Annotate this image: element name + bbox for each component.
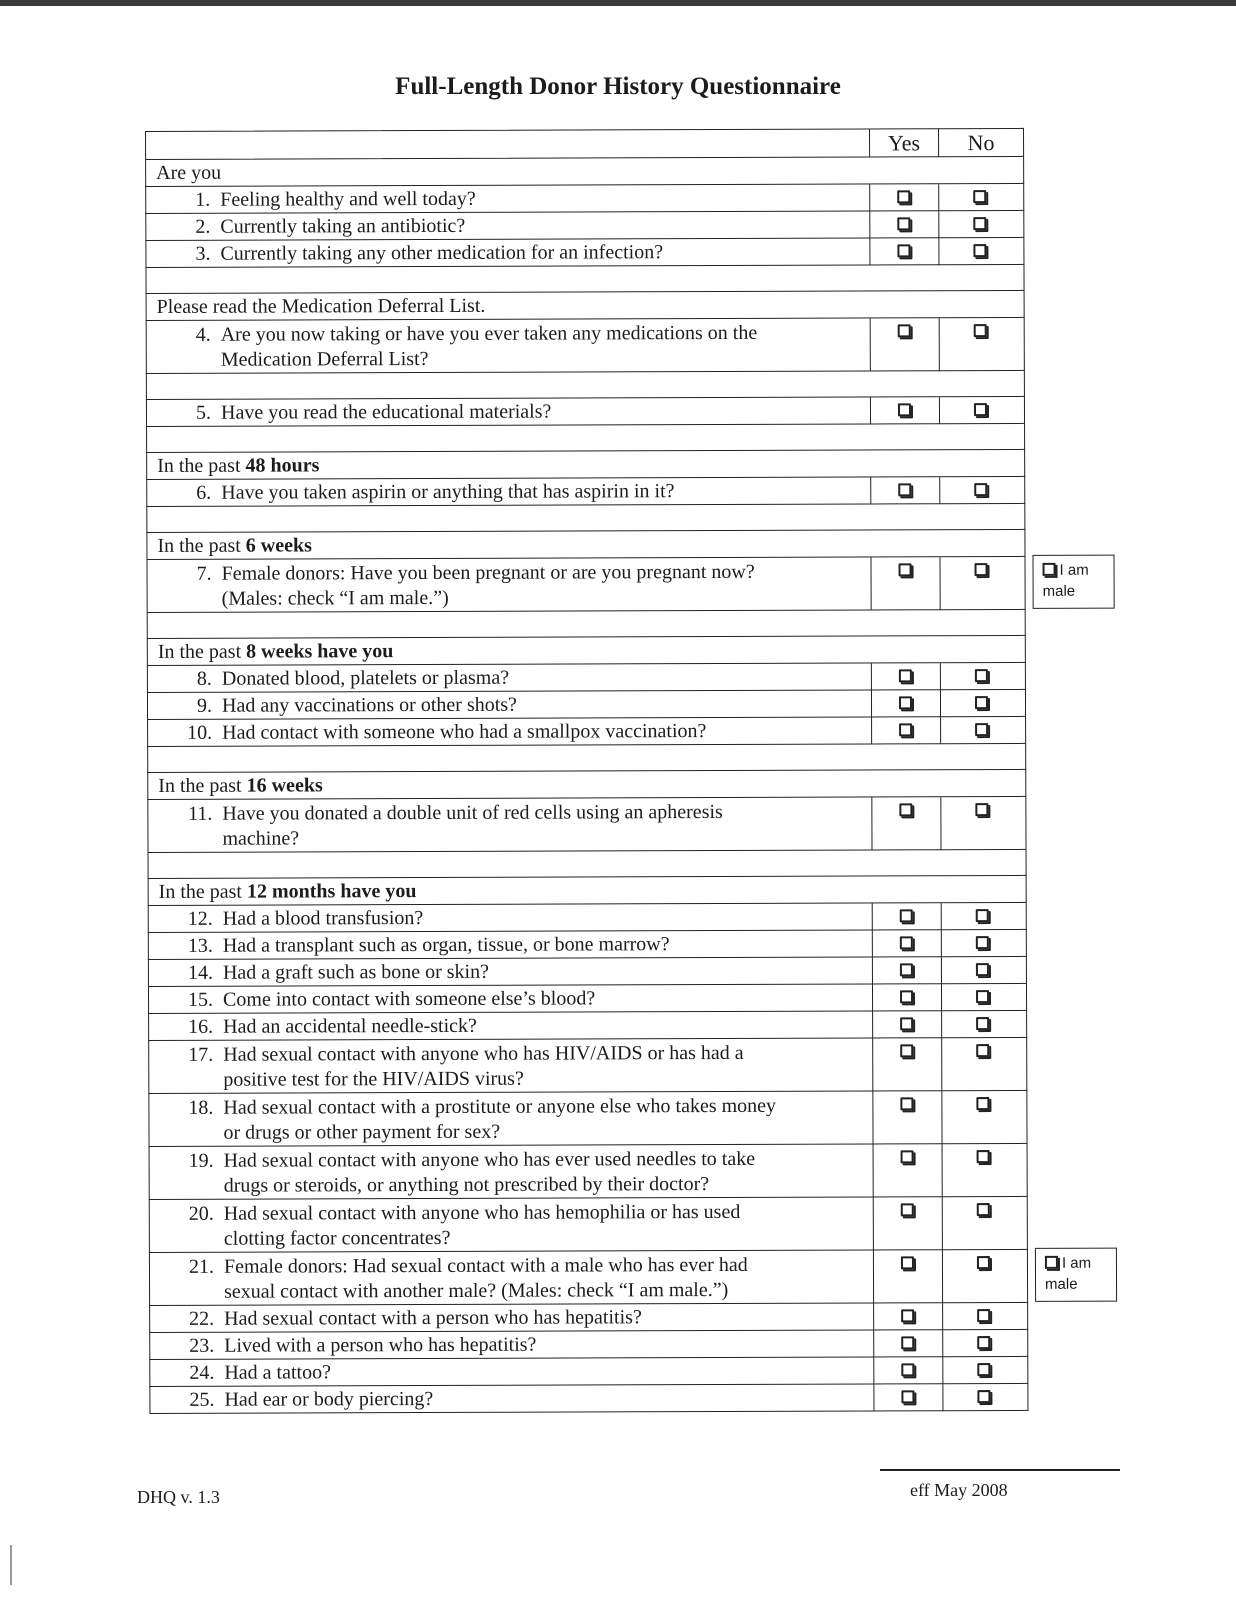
yes-cell: [874, 1303, 943, 1330]
question-number: 3.: [195, 242, 211, 265]
yes-checkbox[interactable]: [900, 963, 913, 976]
yes-cell: [874, 1250, 943, 1303]
page-title: Full-Length Donor History Questionnaire: [395, 73, 841, 100]
yes-cell: [872, 717, 941, 744]
no-cell: [939, 184, 1024, 211]
no-checkbox[interactable]: [976, 1097, 989, 1110]
i-am-male-option[interactable]: [1032, 555, 1114, 609]
question-row: [149, 1303, 1149, 1333]
question-number: 13.: [187, 934, 213, 957]
question-cell: [147, 663, 872, 693]
section-heading-cell: [146, 530, 1025, 560]
question-cell: [145, 211, 870, 241]
question-number: 19.: [188, 1149, 214, 1172]
question-number: 24.: [189, 1361, 215, 1384]
yes-cell: [874, 1384, 943, 1411]
section-label: In the past: [157, 534, 246, 557]
no-checkbox[interactable]: [977, 1150, 990, 1163]
yes-cell: [873, 930, 942, 957]
i-am-male-checkbox[interactable]: [1043, 563, 1056, 576]
question-cell: [146, 477, 871, 507]
question-row: [149, 1197, 1149, 1253]
question-line-1: Had a blood transfusion?: [222, 907, 424, 930]
question-cell: [146, 397, 871, 427]
yes-checkbox[interactable]: [897, 190, 910, 203]
no-checkbox[interactable]: [975, 563, 988, 576]
question-row: [149, 1250, 1149, 1306]
question-cell: [147, 797, 872, 853]
no-checkbox[interactable]: [973, 217, 986, 230]
section-emphasis: 48 hours: [245, 454, 320, 477]
spacer-row: [145, 265, 1145, 294]
question-number: 10.: [187, 721, 213, 744]
question-line-1: Are you now taking or have you ever taken any medications on the: [220, 321, 758, 346]
question-cell: [148, 957, 873, 987]
yes-cell: [874, 1144, 943, 1197]
no-cell: [943, 1330, 1028, 1357]
yes-cell: [873, 1038, 942, 1091]
yes-cell: [872, 797, 941, 850]
question-line-1: Had ear or body piercing?: [224, 1388, 434, 1411]
section-emphasis: 12 months have you: [246, 880, 417, 903]
yes-cell: [873, 1011, 942, 1038]
question-text: [222, 560, 842, 612]
question-cell: [148, 984, 873, 1014]
yes-checkbox[interactable]: [900, 1017, 913, 1030]
question-row: [148, 957, 1148, 987]
spacer-cell: [148, 850, 1027, 879]
question-text: [222, 718, 706, 747]
scan-top-edge: [0, 0, 1236, 6]
question-row: [147, 663, 1147, 693]
yes-checkbox[interactable]: [899, 669, 912, 682]
question-row: [145, 238, 1145, 268]
question-line-2: machine?: [222, 827, 300, 850]
question-cell: [145, 238, 870, 268]
question-number: 2.: [195, 215, 211, 238]
question-row: [146, 318, 1146, 374]
question-cell: [149, 1250, 874, 1306]
question-line-1: Had a tattoo?: [224, 1361, 331, 1384]
question-text: [221, 399, 551, 427]
question-line-1: Had sexual contact with anyone who has HIV/AIDS or has had a: [223, 1041, 744, 1066]
section-label: Are you: [156, 161, 222, 184]
yes-checkbox[interactable]: [898, 483, 911, 496]
question-line-1: Had an accidental needle-stick?: [223, 1014, 477, 1038]
question-cell: [148, 1038, 873, 1094]
question-row: [147, 797, 1147, 853]
i-am-male-checkbox[interactable]: [1045, 1256, 1058, 1269]
column-header-yes: Yes: [870, 128, 939, 157]
no-cell: [942, 984, 1027, 1011]
question-number: 8.: [196, 667, 212, 690]
question-text: [224, 1253, 844, 1305]
spacer-cell: [146, 504, 1025, 533]
section-heading: [146, 530, 1146, 560]
question-row: [148, 1011, 1148, 1041]
yes-cell: [870, 184, 939, 211]
yes-cell: [872, 690, 941, 717]
question-row: [148, 984, 1148, 1014]
question-text: [221, 321, 841, 373]
question-line-1: Come into contact with someone else’s blood?: [222, 987, 596, 1011]
spacer-row: [146, 371, 1146, 400]
question-line-1: Had sexual contact with anyone who has hemophilia or has used: [223, 1200, 741, 1225]
section-heading-cell: [146, 450, 1025, 480]
spacer-cell: [145, 265, 1024, 294]
no-checkbox[interactable]: [977, 1363, 990, 1376]
yes-checkbox[interactable]: [897, 244, 910, 257]
no-cell: [943, 1357, 1028, 1384]
no-checkbox[interactable]: [977, 1336, 990, 1349]
no-checkbox[interactable]: [976, 909, 989, 922]
question-text: [222, 800, 842, 852]
no-cell: [939, 211, 1024, 238]
yes-cell: [874, 1357, 943, 1384]
no-cell: [943, 1197, 1028, 1250]
yes-cell: [872, 663, 941, 690]
question-cell: [149, 1303, 874, 1333]
section-heading-cell: [148, 876, 1027, 906]
question-line-1: Currently taking any other medication for an infection?: [220, 241, 664, 265]
i-am-male-label: I am male: [1045, 1254, 1092, 1293]
section-heading: [145, 157, 1145, 187]
question-line-2: positive test for the HIV/AIDS virus?: [223, 1067, 524, 1091]
yes-checkbox[interactable]: [901, 1203, 914, 1216]
question-text: [223, 1094, 843, 1146]
question-row: [147, 690, 1147, 720]
question-row: [148, 903, 1148, 933]
question-row: [149, 1330, 1149, 1360]
question-number: 12.: [187, 907, 213, 930]
yes-cell: [873, 903, 942, 930]
yes-checkbox[interactable]: [899, 723, 912, 736]
question-row: [145, 211, 1145, 241]
header-blank-cell: [145, 128, 870, 160]
question-text: [220, 186, 476, 214]
i-am-male-label: I am male: [1042, 561, 1089, 600]
question-cell: [146, 557, 871, 613]
question-number: 6.: [196, 481, 212, 504]
question-line-1: Had any vaccinations or other shots?: [221, 693, 517, 717]
section-heading: [148, 876, 1148, 906]
yes-checkbox[interactable]: [901, 1363, 914, 1376]
footer-version: DHQ v. 1.3: [137, 1487, 220, 1507]
no-cell: [942, 957, 1027, 984]
question-cell: [147, 717, 872, 747]
question-line-1: Have you donated a double unit of red cells using an apheresis: [222, 800, 723, 825]
yes-checkbox[interactable]: [899, 696, 912, 709]
question-text: [220, 213, 465, 241]
question-number: 21.: [188, 1255, 215, 1278]
question-cell: [145, 184, 870, 214]
question-text: [223, 985, 595, 1013]
no-cell: [941, 797, 1026, 850]
yes-checkbox[interactable]: [901, 1309, 914, 1322]
no-cell: [941, 717, 1026, 744]
question-number: 9.: [196, 694, 213, 717]
yes-checkbox[interactable]: [900, 1097, 913, 1110]
no-checkbox[interactable]: [976, 990, 989, 1003]
question-row: [148, 1038, 1148, 1094]
yes-cell: [870, 211, 939, 238]
question-number: 7.: [196, 562, 212, 585]
no-cell: [943, 1303, 1028, 1330]
yes-cell: [871, 397, 940, 424]
yes-checkbox[interactable]: [899, 803, 912, 816]
yes-cell: [870, 238, 939, 265]
question-text: [220, 239, 663, 268]
question-number: 15.: [187, 988, 214, 1011]
no-checkbox[interactable]: [974, 483, 987, 496]
question-row: [146, 477, 1146, 507]
no-checkbox[interactable]: [976, 1044, 989, 1057]
question-number: 11.: [188, 802, 213, 825]
no-cell: [940, 318, 1025, 371]
no-checkbox[interactable]: [976, 936, 989, 949]
question-line-1: Feeling healthy and well today?: [220, 187, 476, 211]
question-cell: [147, 690, 872, 720]
no-checkbox[interactable]: [975, 803, 988, 816]
table-header-row: [145, 128, 1145, 160]
question-text: [223, 905, 424, 933]
yes-checkbox[interactable]: [901, 1150, 914, 1163]
question-line-2: (Males: check “I am male.”): [221, 586, 449, 610]
question-cell: [146, 318, 871, 374]
no-checkbox[interactable]: [977, 1309, 990, 1322]
question-text: [221, 478, 674, 507]
question-text: [223, 1041, 843, 1093]
no-cell: [943, 1250, 1092, 1303]
question-line-1: Lived with a person who has hepatitis?: [224, 1333, 537, 1357]
question-cell: [148, 903, 873, 933]
no-cell: [942, 1011, 1027, 1038]
yes-checkbox[interactable]: [900, 1044, 913, 1057]
section-emphasis: 6 weeks: [245, 534, 312, 557]
yes-checkbox[interactable]: [901, 1390, 914, 1403]
no-cell: [940, 477, 1025, 504]
yes-checkbox[interactable]: [900, 990, 913, 1003]
section-emphasis: 8 weeks have you: [246, 640, 394, 663]
question-line-1: Have you taken aspirin or anything that has aspirin in it?: [221, 480, 675, 504]
section-heading: [146, 291, 1146, 321]
spacer-row: [147, 744, 1147, 773]
question-text: [224, 1200, 844, 1252]
yes-cell: [871, 318, 940, 371]
question-line-1: Had a graft such as bone or skin?: [222, 960, 490, 984]
question-number: 23.: [189, 1334, 215, 1357]
question-cell: [148, 1011, 873, 1041]
question-row: [149, 1144, 1149, 1200]
no-checkbox[interactable]: [977, 1256, 990, 1269]
question-line-1: Had sexual contact with a prostitute or anyone else who takes money: [223, 1094, 777, 1119]
scan-margin-mark: [10, 1545, 12, 1585]
no-checkbox[interactable]: [975, 669, 988, 682]
yes-checkbox[interactable]: [901, 1256, 914, 1269]
question-row: [148, 1091, 1148, 1147]
question-line-2: drugs or steroids, or anything not prescribed by their doctor?: [223, 1173, 710, 1197]
question-cell: [148, 930, 873, 960]
no-checkbox[interactable]: [977, 1390, 990, 1403]
no-cell: [941, 663, 1026, 690]
question-number: 14.: [187, 961, 213, 984]
spacer-cell: [146, 424, 1025, 453]
question-cell: [149, 1384, 874, 1414]
yes-cell: [871, 477, 940, 504]
question-number: 22.: [189, 1307, 215, 1330]
question-number: 1.: [195, 188, 211, 211]
no-cell: [942, 1038, 1027, 1091]
section-label: In the past: [158, 880, 248, 903]
question-number: 17.: [188, 1043, 214, 1066]
question-row: [145, 184, 1145, 214]
question-line-1: Had sexual contact with anyone who has ever used needles to take: [223, 1147, 756, 1172]
question-line-1: Had a transplant such as organ, tissue, or bone marrow?: [222, 933, 670, 957]
section-heading: [147, 636, 1147, 666]
spacer-row: [148, 850, 1148, 879]
question-line-1: Have you read the educational materials?: [220, 400, 552, 424]
yes-checkbox[interactable]: [899, 563, 912, 576]
yes-checkbox[interactable]: [900, 936, 913, 949]
section-heading: [146, 450, 1146, 480]
section-label: Please read the Medication Deferral List.: [156, 294, 486, 318]
no-checkbox[interactable]: [975, 696, 988, 709]
section-label: In the past: [158, 774, 247, 797]
question-text: [222, 665, 509, 693]
question-line-1: Donated blood, platelets or plasma?: [221, 666, 510, 690]
question-line-1: Had contact with someone who had a smallpox vaccination?: [222, 720, 707, 744]
question-number: 20.: [188, 1202, 214, 1225]
no-checkbox[interactable]: [977, 1203, 990, 1216]
question-text: [224, 1147, 844, 1199]
section-heading-cell: [145, 157, 1024, 187]
yes-cell: [873, 957, 942, 984]
no-cell: [941, 690, 1026, 717]
no-checkbox[interactable]: [973, 244, 986, 257]
question-row: [149, 1384, 1149, 1414]
yes-checkbox[interactable]: [897, 217, 910, 230]
spacer-cell: [146, 371, 1025, 400]
question-cell: [149, 1197, 874, 1253]
question-row: [149, 1357, 1149, 1387]
section-label: In the past: [157, 640, 247, 663]
question-line-1: Female donors: Have you been pregnant or are you pregnant now?: [221, 560, 755, 585]
i-am-male-option[interactable]: [1035, 1248, 1117, 1302]
question-text: [224, 1359, 331, 1386]
no-checkbox[interactable]: [976, 963, 989, 976]
question-text: [224, 1332, 536, 1360]
question-row: [147, 717, 1147, 747]
no-cell: [942, 930, 1027, 957]
spacer-row: [147, 610, 1147, 639]
section-emphasis: 16 weeks: [246, 774, 323, 797]
yes-checkbox[interactable]: [898, 403, 911, 416]
section-heading-cell: [147, 770, 1026, 800]
section-heading: [147, 770, 1147, 800]
question-text: [224, 1386, 433, 1414]
question-number: 16.: [188, 1015, 214, 1038]
question-line-2: or drugs or other payment for sex?: [223, 1120, 501, 1144]
question-cell: [148, 1091, 873, 1147]
column-header-no: No: [939, 128, 1024, 157]
spacer-row: [146, 504, 1146, 533]
no-cell: [940, 397, 1025, 424]
no-cell: [943, 1144, 1028, 1197]
section-label: In the past: [157, 454, 246, 477]
question-text: [222, 692, 517, 720]
question-text: [223, 959, 489, 987]
spacer-cell: [147, 610, 1026, 639]
question-row: [148, 930, 1148, 960]
no-checkbox[interactable]: [974, 324, 987, 337]
spacer-row: [146, 424, 1146, 453]
no-checkbox[interactable]: [975, 723, 988, 736]
question-line-1: Had sexual contact with a person who has hepatitis?: [224, 1306, 642, 1330]
yes-cell: [871, 557, 940, 610]
question-line-2: Medication Deferral List?: [220, 348, 429, 371]
footer-effective-date: eff May 2008: [910, 1480, 1008, 1500]
yes-cell: [874, 1330, 943, 1357]
question-line-2: clotting factor concentrates?: [223, 1226, 451, 1250]
question-line-1: Female donors: Had sexual contact with a male who has ever had: [223, 1253, 748, 1278]
no-cell: [940, 557, 1089, 610]
yes-checkbox[interactable]: [898, 324, 911, 337]
no-checkbox[interactable]: [976, 1017, 989, 1030]
no-cell: [939, 238, 1024, 265]
question-text: [224, 1304, 642, 1332]
yes-cell: [873, 984, 942, 1011]
section-heading-cell: [147, 636, 1026, 666]
yes-cell: [874, 1197, 943, 1250]
question-text: [223, 1013, 477, 1041]
question-number: 5.: [195, 401, 212, 424]
yes-cell: [873, 1091, 942, 1144]
question-number: 18.: [188, 1096, 214, 1119]
question-line-1: Currently taking an antibiotic?: [220, 214, 466, 238]
question-number: 4.: [195, 323, 211, 346]
no-cell: [943, 1384, 1028, 1411]
question-cell: [149, 1357, 874, 1387]
question-cell: [149, 1330, 874, 1360]
question-line-2: sexual contact with another male? (Males: check “I am male.”): [224, 1278, 729, 1303]
yes-checkbox[interactable]: [901, 1336, 914, 1349]
question-cell: [149, 1144, 874, 1200]
question-text: [223, 931, 670, 960]
table-bottom-rule: [880, 1469, 1120, 1471]
spacer-cell: [147, 744, 1026, 773]
question-row: [146, 557, 1146, 613]
no-checkbox[interactable]: [973, 190, 986, 203]
yes-checkbox[interactable]: [900, 909, 913, 922]
question-row: [146, 397, 1146, 427]
questionnaire-table: [145, 128, 1149, 1414]
question-number: 25.: [189, 1388, 215, 1411]
no-checkbox[interactable]: [974, 403, 987, 416]
no-cell: [942, 1091, 1027, 1144]
no-cell: [942, 903, 1027, 930]
section-heading-cell: [146, 291, 1025, 321]
